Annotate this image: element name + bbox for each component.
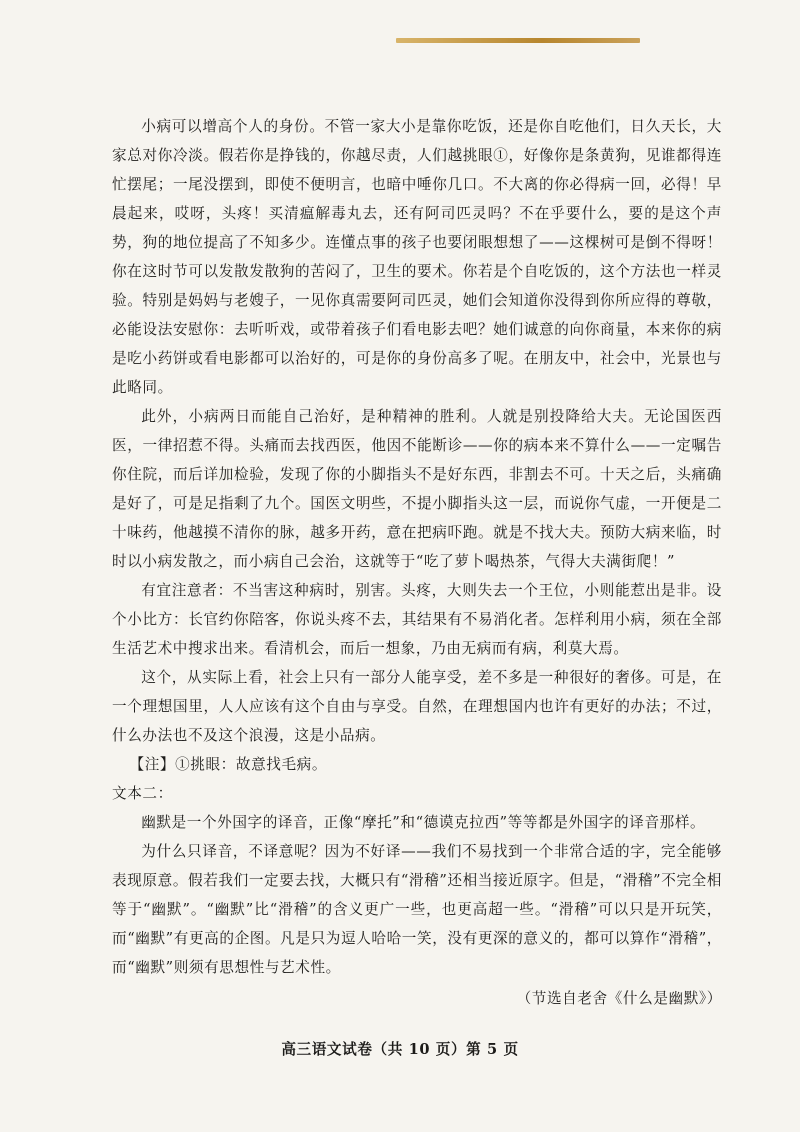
- paragraph-3: 有宜注意者：不当害这种病时，别害。头疼，大则失去一个王位，小则能惹出是非。设个小比方：长官约你陪客，你说头疼不去，其结果有不易消化者。怎样利用小病，须在全部生活艺术中搜求出来。看清机会，而后一想象，乃由无病而有病，利莫大焉。: [112, 582, 722, 657]
- article-body: [112, 112, 722, 1013]
- paragraph-4: 这个，从实际上看，社会上只有一部分人能享受，差不多是一种很好的奢侈。可是，在一个理想国里，人人应该有这个自由与享受。自然，在理想国内也许有更好的办法；不过，什么办法也不及这个浪漫，这是小品病。: [112, 669, 722, 744]
- text2-paragraph-1: 幽默是一个外国字的译音，正像“摩托”和“德谟克拉西”等等都是外国字的译音那样。: [141, 814, 706, 831]
- paragraph-2: 此外，小病两日而能自己治好，是种精神的胜利。人就是别投降给大夫。无论国医西医，一律招惹不得。头痛而去找西医，他因不能断诊——你的病本来不算什么——一定嘱告你住院，而后详加检验，发现了你的小脚指头不是好东西，非割去不可。十天之后，头痛确是好了，可是足指剩了九个。国医文明些，不提小脚指头这一层，而说你气虚，一开便是二十味药，他越摸不清你的脉，越多开药，意在把病吓跑。就是不找大夫。预防大病来临，时时以小病发散之，而小病自己会治，这就等于“吃了萝卜喝热茶，气得大夫满街爬！”: [112, 408, 722, 570]
- source-citation: （节选自老舍《什么是幽默》）: [516, 990, 722, 1007]
- paragraph-1: 小病可以增高个人的身份。不管一家大小是靠你吃饭，还是你自吃他们，日久天长，大家总对你冷淡。假若你是挣钱的，你越尽责，人们越挑眼①，好像你是条黄狗，见谁都得连忙摆尾；一尾没摆到，即使不便明言，也暗中唾你几口。不大离的你必得病一回，必得！早晨起来，哎呀，头疼！买清瘟解毒丸去，还有阿司匹灵吗？不在乎要什么，要的是这个声势，狗的地位提高了不知多少。连懂点事的孩子也要闭眼想想了——这棵树可是倒不得呀！你在这时节可以发散发散狗的苦闷了，卫生的要术。你若是个自吃饭的，这个方法也一样灵验。特别是妈妈与老嫂子，一见你真需要阿司匹灵，她们会知道你没得到你所应得的尊敬，必能设法安慰你：去听听戏，或带着孩子们看电影去吧？她们诚意的向你商量，本来你的病是吃小药饼或看电影都可以治好的，可是你的身份高多了呢。在朋友中，社会中，光景也与此略同。: [112, 118, 722, 396]
- text2-heading: 文本二：: [112, 785, 173, 802]
- page-footer: 高三语文试卷（共 10 页）第 5 页: [281, 1041, 519, 1058]
- text2-paragraph-2: 为什么只译音，不译意呢？因为不好译——我们不易找到一个非常合适的字，完全能够表现原意。假若我们一定要去找，大概只有“滑稽”还相当接近原字。但是，“滑稽”不完全相等于“幽默”。“幽默”比“滑稽”的含义更广一些，也更高超一些。“滑稽”可以只是开玩笑，而“幽默”有更高的企图。凡是只为逗人哈哈一笑，没有更深的意义的，都可以算作“滑稽”，而“幽默”则须有思想性与艺术性。: [112, 843, 722, 976]
- top-decorative-bar: [396, 38, 640, 43]
- footnote: 【注】①挑眼：故意找毛病。: [129, 756, 328, 773]
